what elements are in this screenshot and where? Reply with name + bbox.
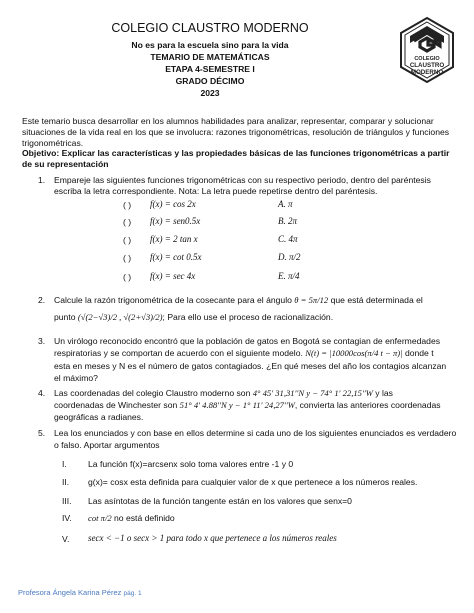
- q4-line-1a: Las coordenadas del colegio Claustro moderno son: [54, 388, 251, 398]
- q1-number: 1.: [38, 175, 46, 185]
- svg-text:COLEGIO: COLEGIO: [414, 56, 440, 62]
- school-logo: [398, 17, 456, 83]
- q5-item-4-math: cot π/2: [88, 513, 112, 523]
- q4-coord-1: 4° 45′ 31,31′′N y − 74° 1′ 22,15′′W: [252, 388, 373, 398]
- q5-number: 5.: [38, 428, 46, 438]
- q5-item-4-desc: no está definido: [114, 513, 175, 523]
- q1-function-3: f(x) = 2 tan x: [150, 234, 198, 244]
- year-label: 2023: [200, 88, 220, 98]
- page-footer: [18, 588, 142, 597]
- q5-item-4-text: [88, 513, 175, 524]
- q4-line-1: [54, 388, 393, 399]
- q5-item-4-numeral: IV.: [62, 513, 72, 523]
- q2-line-2: [54, 312, 333, 323]
- q2-text-c: punto: [54, 312, 76, 322]
- q3-line-3: esta en meses y N es el número de gatos contagiados. ¿En qué meses del año los contagios alcanzan: [54, 361, 447, 371]
- q4-number: 4.: [38, 388, 46, 398]
- q1-blank-2[interactable]: ( ): [123, 217, 132, 227]
- q5-item-1-numeral: I.: [62, 459, 67, 469]
- q5-item-2-text: g(x)= cosx esta definida para cualquier valor de x que pertenece a los números reales.: [88, 477, 418, 487]
- q2-number: 2.: [38, 295, 46, 305]
- q1-option-a: A. π: [278, 199, 293, 209]
- q4-line-2: [54, 400, 441, 411]
- q3-line-1: Un virólogo reconocido encontró que la población de gatos en Bogotá se contagian de enfermedades: [54, 336, 441, 346]
- q3-line-4: el máximo?: [54, 373, 98, 383]
- q1-blank-5[interactable]: ( ): [123, 272, 132, 282]
- q3-line-2a: respiratorias y se comportan de acuerdo con el siguiente modelo.: [54, 348, 303, 358]
- q5-item-1-text: La función f(x)=arcsenx solo toma valores entre -1 y 0: [88, 459, 294, 469]
- q4-line-2a: coordenadas de Winchester son: [54, 400, 178, 410]
- q4-coord-2: 51° 4′ 4.88′′N y − 1° 11′ 24,27′′W: [179, 400, 295, 410]
- q1-function-2: f(x) = sen0.5x: [150, 216, 201, 226]
- q3-number: 3.: [38, 336, 46, 346]
- q5-line-1: Lea los enunciados y con base en ellos determine si cada uno de los siguientes enunciados es verdadero: [54, 428, 457, 438]
- q1-option-d: D. π/2: [278, 252, 301, 262]
- school-motto: No es para la escuela sino para la vida: [131, 40, 289, 50]
- q1-option-e: E. π/4: [278, 271, 300, 281]
- q5-item-5-numeral: V.: [62, 534, 70, 544]
- q4-line-1b: y las: [375, 388, 393, 398]
- q1-function-4: f(x) = cot 0.5x: [150, 252, 202, 262]
- footer-author: Profesora Ángela Karina Pérez: [18, 588, 122, 597]
- q4-line-2b: , convierta las anteriores coordenadas: [294, 400, 441, 410]
- svg-text:CLAUSTRO: CLAUSTRO: [409, 62, 445, 69]
- q1-function-1: f(x) = cos 2x: [150, 199, 196, 209]
- q5-item-3-text: Las asíntotas de la función tangente están en los valores que senx=0: [88, 496, 352, 506]
- q2-line-1: [54, 295, 423, 306]
- q1-text: Empareje las siguientes funciones trigonométricas con su respectivo periodo, dentro del paréntesis escriba la letra correspondiente. Nota: La letra puede repetirse dentro del paréntesis.: [54, 175, 431, 196]
- q4-line-3: geográficas a radianes.: [54, 412, 144, 422]
- footer-page-number: pág. 1: [123, 590, 142, 597]
- q5-line-2: o falso. Aportar argumentos: [54, 440, 160, 450]
- subject-title: TEMARIO DE MATEMÁTICAS: [150, 52, 270, 62]
- q1-blank-1[interactable]: ( ): [123, 200, 132, 210]
- q2-text-b: que está determinada el: [330, 295, 423, 305]
- q3-line-2: [54, 348, 434, 359]
- q1-option-c: C. 4π: [278, 234, 298, 244]
- q5-item-3-numeral: III.: [62, 496, 72, 506]
- q5-item-5-math: secx < −1 o secx > 1 para todo x que pertenece a los números reales: [88, 533, 337, 543]
- grade-label: GRADO DÉCIMO: [175, 76, 245, 86]
- q3-line-2b: donde t: [404, 348, 434, 358]
- q5-item-2-numeral: II.: [62, 477, 70, 487]
- intro-paragraph: Este temario busca desarrollar en los alumnos habilidades para analizar, representar, comparar y solucionar situaciones de la vida real en los que se involucra: razones trigonométricas, resolución de triángulos y funciones trigonométricas.: [22, 116, 450, 148]
- stage-label: ETAPA 4-SEMESTRE I: [165, 64, 255, 74]
- q1-blank-3[interactable]: ( ): [123, 235, 132, 245]
- q1-option-b: B. 2π: [278, 216, 298, 226]
- objective-paragraph: Objetivo: Explicar las características y las propiedades básicas de las funciones trigonométricas a partir de su representación: [22, 148, 450, 169]
- school-title: COLEGIO CLAUSTRO MODERNO: [111, 21, 309, 35]
- q2-angle: θ = 5π/12: [294, 295, 329, 305]
- q2-point: (√(2−√3)/2 , √(2+√3)/2): [77, 312, 163, 322]
- q1-function-5: f(x) = sec 4x: [150, 271, 196, 281]
- q3-model: N(t) = |10000cos(π/4 t − π)|: [305, 348, 403, 358]
- q2-text-d: ; Para ello use el proceso de racionalización.: [162, 312, 334, 322]
- q1-blank-4[interactable]: ( ): [123, 253, 132, 263]
- q2-text-a: Calcule la razón trigonométrica de la cosecante para el ángulo: [54, 295, 292, 305]
- svg-text:MODERNO: MODERNO: [410, 69, 444, 76]
